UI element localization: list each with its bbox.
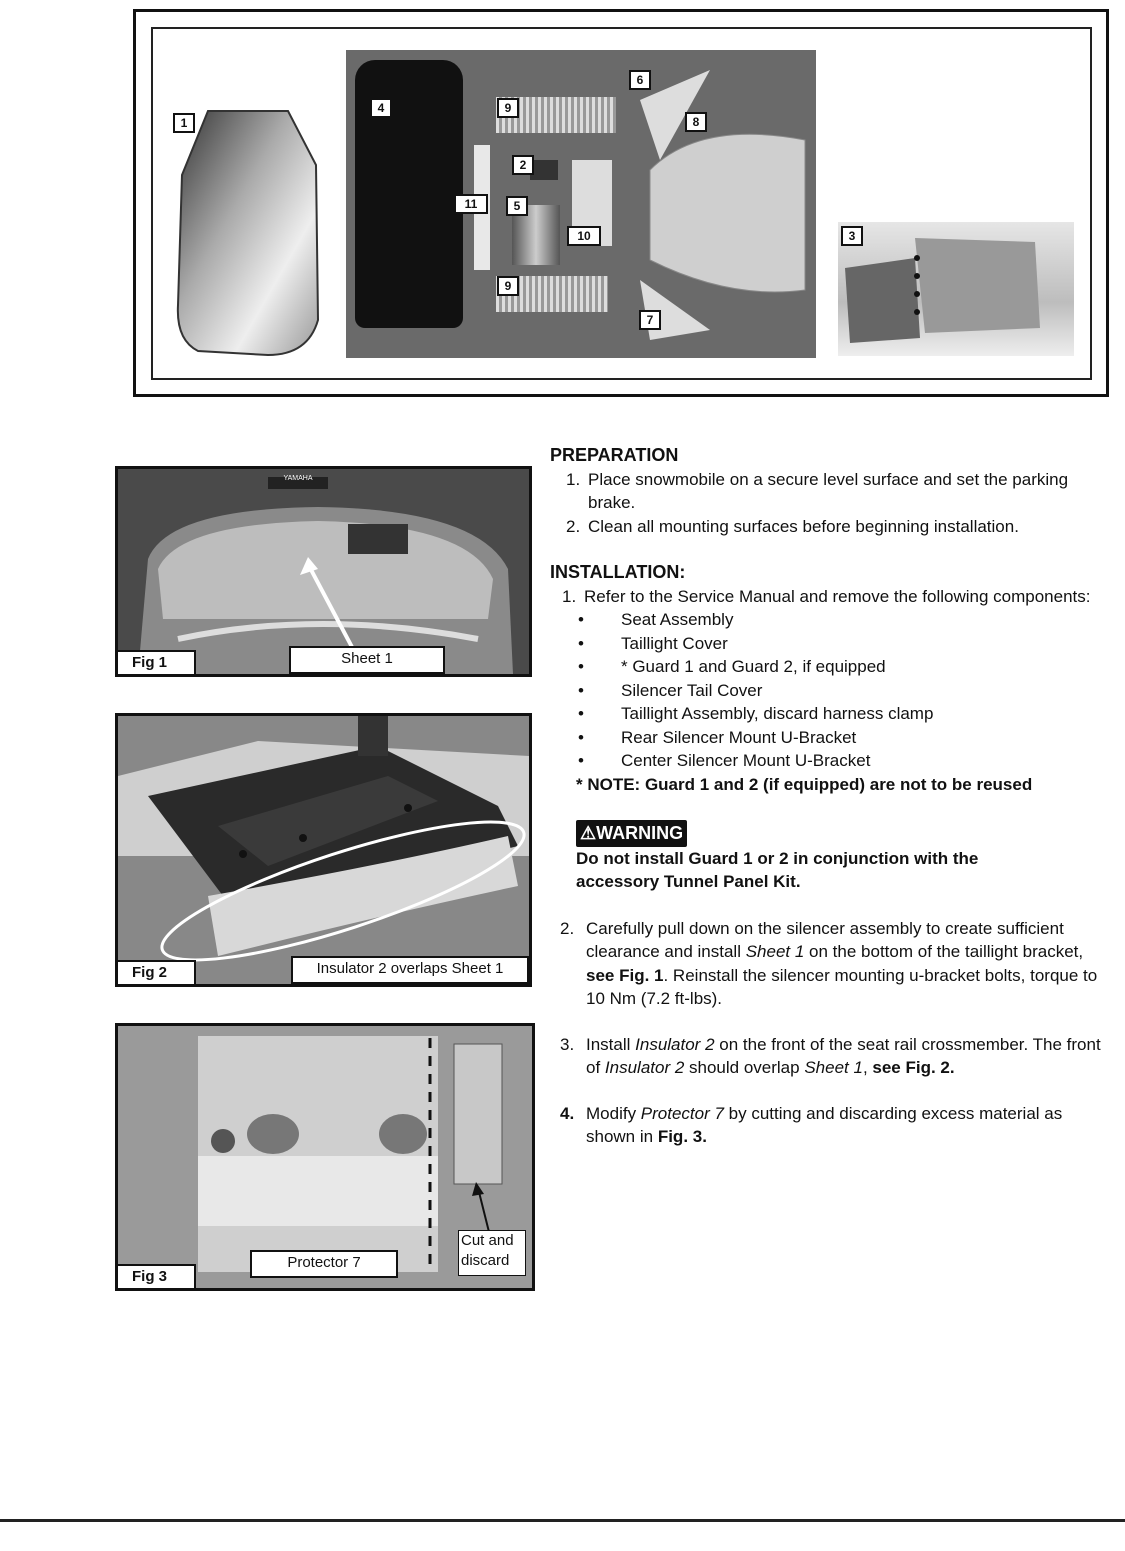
fig-3-tag: Fig 3 [118,1264,196,1288]
part-label: 1 [173,113,195,133]
part-label: 8 [685,112,707,132]
fig-3-caption: Protector 7 [250,1250,398,1278]
component-list-item: • * Guard 1 and Guard 2, if equipped [578,657,886,676]
fig1-brand-label: YAMAHA [283,475,313,482]
part-label: 7 [639,310,661,330]
warning-text: Do not install Guard 1 or 2 in conjunction with the accessory Tunnel Panel Kit. [576,848,979,891]
fig-2-tag: Fig 2 [118,960,196,984]
fig-1-tag: Fig 1 [118,650,196,674]
component-list-item: • Seat Assembly [578,610,734,629]
preparation-step: 2. Clean all mounting surfaces before beginning installation. [566,516,1019,536]
part-8-image [620,60,810,350]
installation-step-4: 4. Modify Protector 7 by cutting and discarding excess material as shown in Fig. 3. [560,1103,1063,1146]
fig-2-caption: Insulator 2 overlaps Sheet 1 [291,956,529,984]
fig-1-caption: Sheet 1 [289,646,445,674]
part-label: 11 [454,194,488,214]
figure-1-photo [118,469,529,674]
part-label: 6 [629,70,651,90]
component-list-item: • Center Silencer Mount U-Bracket [578,751,871,770]
part-label: 10 [567,226,601,246]
fig-3-side-caption: Cut and discard [458,1230,526,1276]
figure-3 [115,1023,535,1291]
preparation-heading: PREPARATION [550,445,679,465]
part-2-image [530,160,558,180]
installation-step-2: 2. Carefully pull down on the silencer assembly to create sufficient clearance and install Sheet 1 on the bottom of the taillight bracket, see Fig. 1. Reinstall the silencer mounting u-bracket bolts, torque to 10 Nm (7.2 ft-lbs). [560,918,1098,1008]
installation-step-1: 1. Refer to the Service Manual and remove the following components: [562,586,1091,606]
warning-badge: ⚠WARNING [576,820,687,847]
figure-2 [115,713,532,987]
part-label: 5 [506,196,528,216]
note-text: * NOTE: Guard 1 and 2 (if equipped) are not to be reused [576,774,1033,794]
part-label: 9 [497,98,519,118]
figure-2-photo [118,716,529,984]
preparation-step: 1. Place snowmobile on a secure level surface and set the parking brake. [566,469,1069,512]
warning-triangle-icon: ⚠ [580,823,597,843]
part-label: 4 [370,98,392,118]
installation-heading: INSTALLATION: [550,562,686,582]
installation-step-3: 3. Install Insulator 2 on the front of the seat rail crossmember. The front of Insulator 2 should overlap Sheet 1, see Fig. 2. [560,1034,1101,1077]
component-list-item: • Silencer Tail Cover [578,680,763,700]
instructions-column [550,444,1110,1149]
part-3-detail [845,228,1070,353]
part-label: 2 [512,155,534,175]
part-label: 9 [497,276,519,296]
figure-1 [115,466,532,677]
part-1-image [168,105,338,360]
component-list-item: • Taillight Assembly, discard harness clamp [578,704,934,723]
component-list-item: • Taillight Cover [578,633,728,653]
component-list-item: • Rear Silencer Mount U-Bracket [578,727,857,747]
part-label: 3 [841,226,863,246]
page-bottom-rule [0,1519,1125,1522]
